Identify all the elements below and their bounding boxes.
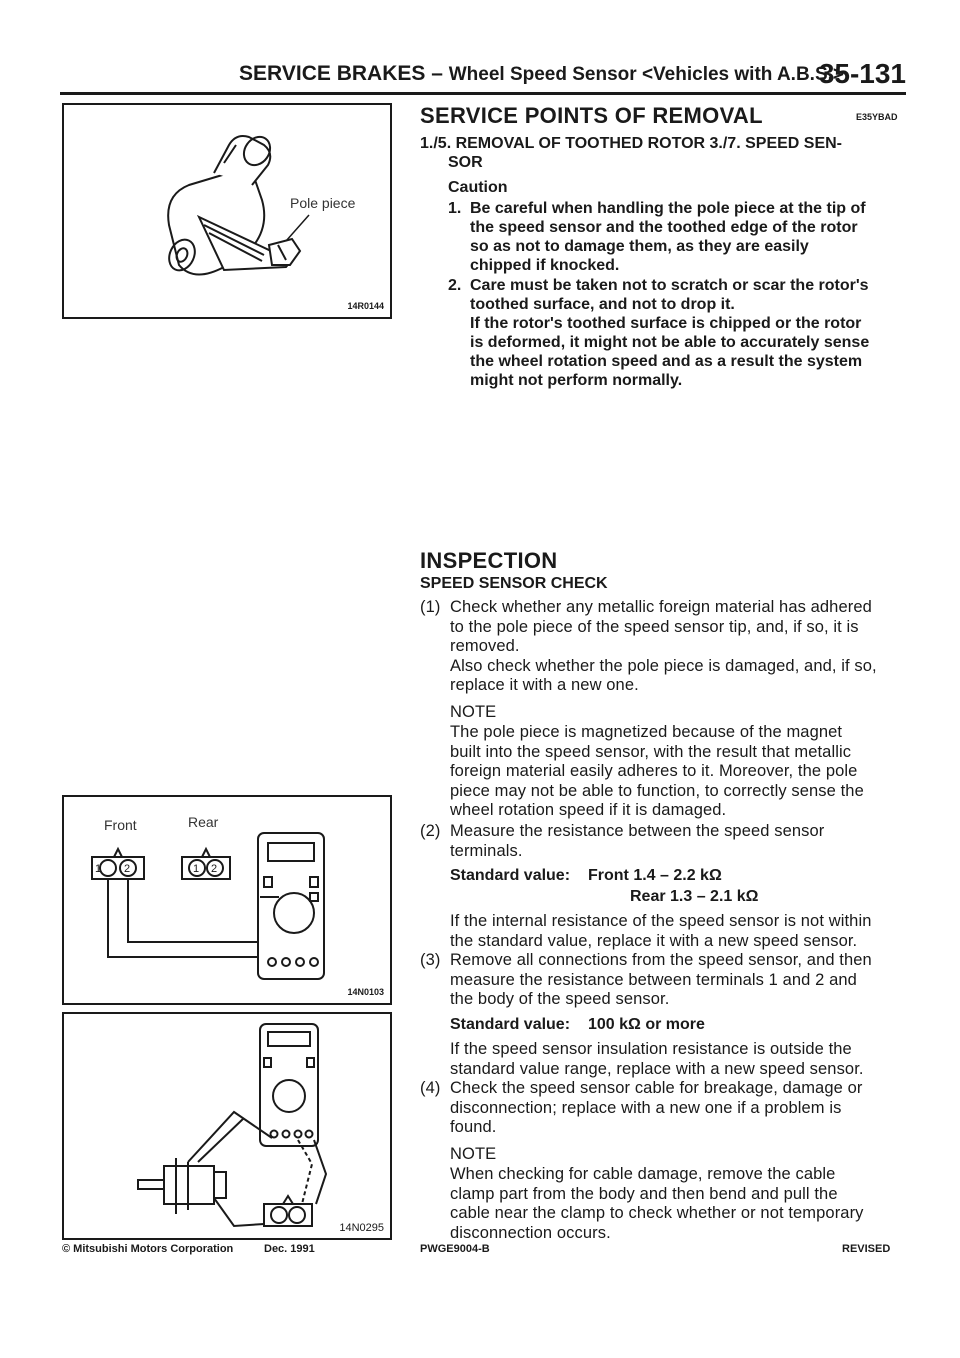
text-line: so as not to damage them, as they are easily [470, 238, 809, 255]
caution-1-text [470, 199, 866, 275]
text-line: toothed surface, and not to drop it. [470, 296, 735, 313]
svg-text:1: 1 [95, 863, 102, 875]
figure-code: 14N0103 [347, 987, 384, 997]
svg-text:2: 2 [124, 863, 131, 875]
header-title: SERVICE BRAKES [239, 62, 426, 85]
item-2-number: (2) [420, 822, 441, 840]
figure-code: 14N0295 [339, 1222, 384, 1234]
footer-date: Dec. 1991 [264, 1243, 315, 1255]
note-1-label: NOTE [450, 703, 497, 721]
pole-piece-label: Pole piece [290, 195, 356, 211]
text-line: Check the speed sensor cable for breakage, damage or [450, 1079, 863, 1097]
item-4-text [450, 1079, 862, 1138]
figure-code: 14R0144 [347, 301, 384, 311]
standard-value-2-label: Standard value: [450, 1016, 571, 1033]
rear-label: Rear [188, 814, 219, 830]
removal-step-cont: SOR [448, 154, 483, 171]
text-line: cable near the clamp to check whether or not temporary [450, 1204, 864, 1222]
text-line: the body of the speed sensor. [450, 990, 670, 1008]
svg-text:1: 1 [193, 863, 200, 875]
standard-value-front: Front 1.4 – 2.2 kΩ [588, 867, 722, 884]
multimeter-connection-diagram [64, 797, 390, 1003]
text-line: chipped if knocked. [470, 257, 620, 274]
speed-sensor-illustration [64, 105, 390, 317]
text-line: Be careful when handling the pole piece at the tip of [470, 200, 866, 217]
footer-copyright: © Mitsubishi Motors Corporation [62, 1243, 234, 1255]
note-2-label: NOTE [450, 1145, 497, 1163]
inspection-subheading: SPEED SENSOR CHECK [420, 575, 608, 592]
item-2-followup [450, 912, 871, 951]
page-header [60, 58, 906, 98]
item-2-text [450, 822, 824, 861]
figure-pole-piece [62, 103, 392, 319]
note-1-text [450, 723, 864, 821]
item-1-number: (1) [420, 598, 441, 616]
figure-resistance-check [62, 795, 392, 1005]
text-line: Check whether any metallic foreign material has adhered [450, 598, 872, 616]
text-line: standard value range, replace with a new speed sensor. [450, 1059, 864, 1078]
text-line: If the rotor's toothed surface is chipped or the rotor [470, 315, 862, 332]
caution-2-number: 2. [448, 277, 462, 294]
footer-doc-code: PWGE9004-B [420, 1243, 490, 1255]
caution-1-number: 1. [448, 200, 462, 217]
text-line: the speed sensor and the toothed edge of the rotor [470, 219, 858, 236]
insulation-check-diagram [64, 1014, 390, 1238]
text-line: clamp part from the body and then bend and pull the [450, 1184, 838, 1203]
footer-status: REVISED [842, 1243, 891, 1255]
text-line: disconnection; replace with a new one if a problem is [450, 1098, 842, 1117]
standard-value-1-label: Standard value: [450, 867, 571, 884]
header-subtitle: Wheel Speed Sensor <Vehicles with A.B.S.> [448, 64, 844, 85]
text-line: replace it with a new one. [450, 676, 639, 694]
item-1-text [450, 598, 877, 696]
text-line: disconnection occurs. [450, 1223, 611, 1242]
text-line: If the speed sensor insulation resistance is outside the [450, 1040, 852, 1058]
text-line: built into the speed sensor, with the result that metallic [450, 742, 852, 761]
item-3-number: (3) [420, 951, 441, 969]
caution-2-text [470, 276, 869, 390]
text-line: piece may not be able to function, to correctly sense the [450, 781, 864, 800]
text-line: foreign material easily adheres to it. Moreover, the pole [450, 762, 858, 780]
text-line: might not perform normally. [470, 372, 683, 389]
text-line: The pole piece is magnetized because of the magnet [450, 723, 843, 741]
svg-text:2: 2 [211, 863, 218, 875]
text-line: measure the resistance between terminals 1 and 2 and [450, 970, 857, 989]
text-line: the standard value, replace it with a new speed sensor. [450, 931, 858, 950]
inspection-heading: INSPECTION [420, 548, 558, 573]
text-line: is deformed, it might not be able to accurately sense [470, 334, 870, 351]
item-3-followup [450, 1040, 864, 1079]
item-4-number: (4) [420, 1079, 441, 1097]
text-line: wheel rotation speed if it is damaged. [450, 801, 727, 819]
text-line: If the internal resistance of the speed sensor is not within [450, 912, 872, 930]
text-line: Also check whether the pole piece is damaged, and, if so, [450, 656, 877, 675]
header-dash: – [425, 62, 449, 85]
text-line: removed. [450, 637, 520, 655]
text-line: Measure the resistance between the speed sensor [450, 822, 825, 840]
removal-step: 1./5. REMOVAL OF TOOTHED ROTOR 3./7. SPEED SEN- [420, 135, 843, 152]
text-line: terminals. [450, 841, 523, 860]
text-line: the wheel rotation speed and as a result the system [470, 353, 863, 370]
standard-value-rear: Rear 1.3 – 2.1 kΩ [630, 888, 759, 905]
standard-value-insulation: 100 kΩ or more [588, 1016, 705, 1033]
text-line: found. [450, 1118, 497, 1136]
page-number: 35-131 [818, 58, 906, 89]
text-line: Remove all connections from the speed sensor, and then [450, 951, 872, 969]
figure-insulation-check [62, 1012, 392, 1240]
text-line: to the pole piece of the speed sensor tip, and, if so, it is [450, 617, 859, 636]
removal-code: E35YBAD [856, 112, 898, 122]
removal-heading: SERVICE POINTS OF REMOVAL [420, 103, 763, 128]
front-label: Front [104, 817, 137, 833]
header-rule [60, 92, 906, 95]
note-2-text [450, 1165, 864, 1243]
text-line: Care must be taken not to scratch or scar the rotor's [470, 277, 869, 294]
caution-label: Caution [448, 179, 508, 196]
item-3-text [450, 951, 872, 1010]
text-line: When checking for cable damage, remove the cable [450, 1165, 836, 1183]
header-title-group [239, 62, 844, 86]
